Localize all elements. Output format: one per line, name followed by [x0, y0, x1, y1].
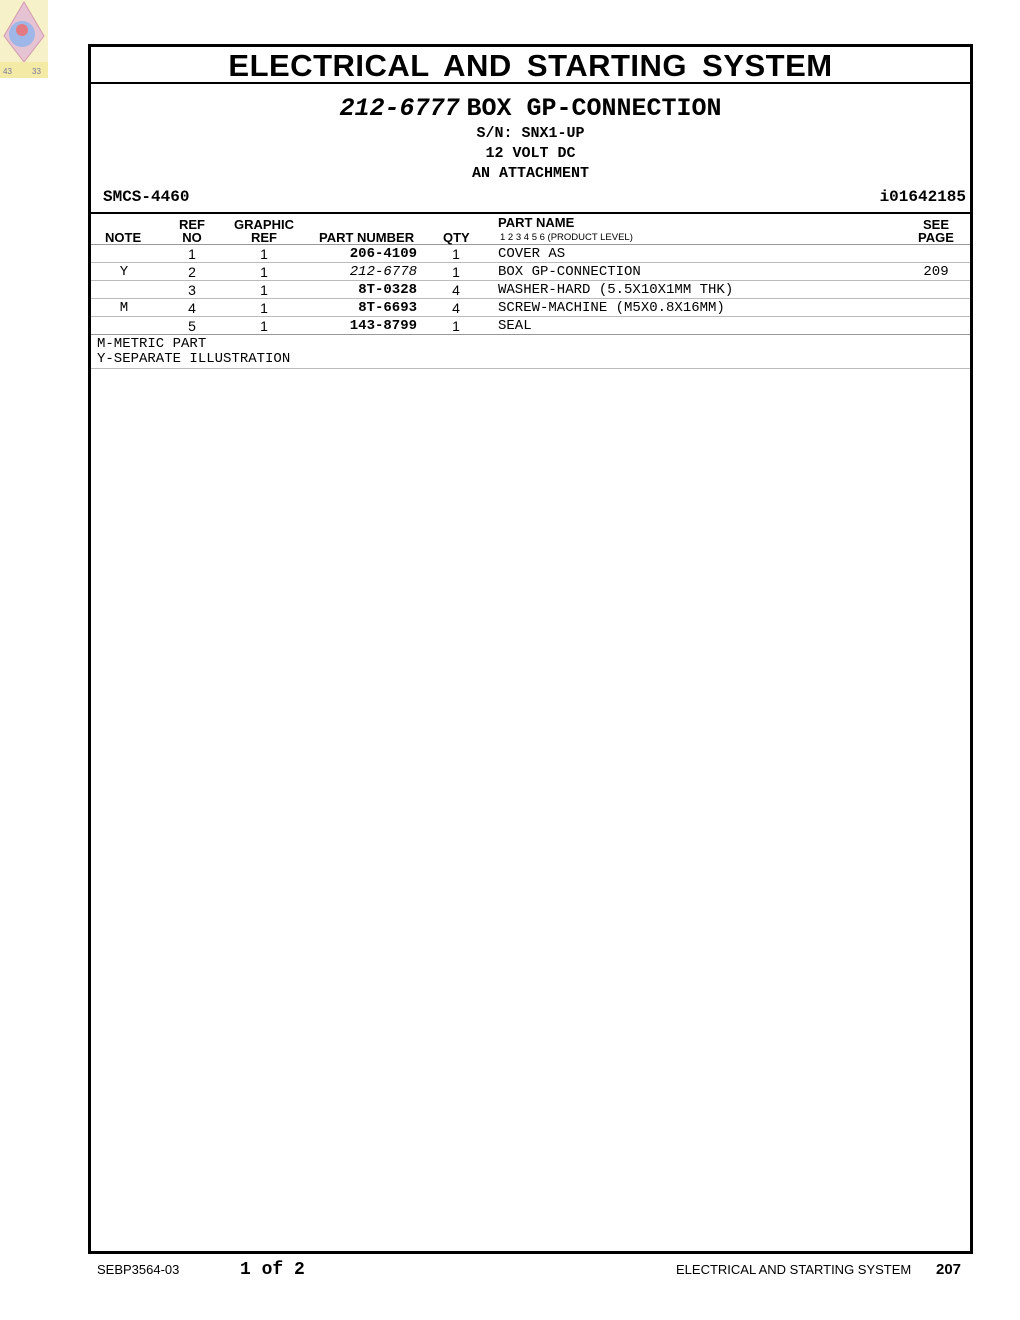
row-qty: 4 — [452, 300, 460, 316]
group-name: BOX GP-CONNECTION — [466, 94, 722, 123]
row-part-number: 206-4109 — [349, 246, 417, 262]
header-graphic-line2: REF — [251, 230, 277, 245]
row-part-number-link[interactable]: 212-6778 — [349, 264, 417, 280]
row-ref-no: 3 — [188, 282, 196, 298]
row-see-page-link[interactable]: 209 — [923, 264, 949, 280]
table-header — [91, 214, 970, 245]
row-graphic-ref: 1 — [260, 318, 268, 334]
row-graphic-ref: 1 — [260, 264, 268, 280]
header-part-name: PART NAME — [498, 215, 575, 230]
footer-page-number: 207 — [936, 1261, 962, 1278]
header-qty: QTY — [443, 230, 470, 245]
section-title: ELECTRICAL AND STARTING SYSTEM — [91, 47, 970, 84]
row-note: M — [119, 300, 129, 316]
row-part-name: BOX GP-CONNECTION — [498, 264, 641, 280]
table-row — [91, 299, 970, 317]
logo-number-left: 43 — [3, 67, 12, 76]
row-part-name: COVER AS — [498, 246, 566, 262]
table-row — [91, 281, 970, 299]
row-graphic-ref: 1 — [260, 246, 268, 262]
smcs-code: SMCS-4460 — [103, 188, 190, 206]
publisher-logo — [0, 0, 48, 80]
row-part-number: 143-8799 — [349, 318, 417, 334]
notes-legend — [91, 335, 970, 369]
row-ref-no: 1 — [188, 246, 196, 262]
row-ref-no: 5 — [188, 318, 196, 334]
row-part-number: 8T-0328 — [358, 282, 417, 298]
row-ref-no: 2 — [188, 264, 196, 280]
row-qty: 1 — [452, 264, 460, 280]
row-graphic-ref: 1 — [260, 282, 268, 298]
header-see-line1: SEE — [922, 217, 949, 232]
table-row — [91, 317, 970, 335]
group-part-number: 212-6777 — [339, 94, 460, 123]
row-ref-no: 4 — [188, 300, 196, 316]
reference-codes-row — [91, 188, 970, 214]
header-ref-line1: REF — [179, 217, 205, 232]
header-ref-line2: NO — [182, 230, 202, 245]
serial-range: S/N: SNX1-UP — [476, 125, 585, 142]
parts-page-frame — [88, 44, 973, 1254]
row-qty: 1 — [452, 246, 460, 262]
table-row — [91, 245, 970, 263]
header-note: NOTE — [105, 230, 142, 245]
row-note: Y — [119, 264, 129, 280]
row-part-name: SCREW-MACHINE (M5X0.8X16MM) — [498, 300, 725, 316]
row-qty: 1 — [452, 318, 460, 334]
group-type: AN ATTACHMENT — [471, 165, 590, 182]
footer-page-of: 1 of 2 — [240, 1260, 305, 1280]
row-qty: 4 — [452, 282, 460, 298]
note-metric-part: M-METRIC PART — [97, 336, 207, 352]
footer-section: ELECTRICAL AND STARTING SYSTEM — [676, 1262, 912, 1277]
header-product-levels: 1 2 3 4 5 6 (PRODUCT LEVEL) — [500, 232, 633, 243]
footer-doc-id: SEBP3564-03 — [97, 1262, 180, 1277]
header-part-number: PART NUMBER — [319, 230, 415, 245]
illustration-id: i01642185 — [879, 188, 966, 206]
note-separate-illustration: Y-SEPARATE ILLUSTRATION — [97, 351, 291, 367]
row-graphic-ref: 1 — [260, 300, 268, 316]
header-graphic-line1: GRAPHIC — [234, 217, 294, 232]
row-part-name: WASHER-HARD (5.5X10X1MM THK) — [498, 282, 734, 298]
logo-number-right: 33 — [32, 67, 41, 76]
row-part-number: 8T-6693 — [358, 300, 417, 316]
table-row — [91, 263, 970, 281]
group-title — [91, 92, 970, 124]
row-part-name: SEAL — [498, 318, 532, 334]
header-see-line2: PAGE — [918, 230, 954, 245]
voltage-spec: 12 VOLT DC — [485, 145, 576, 162]
